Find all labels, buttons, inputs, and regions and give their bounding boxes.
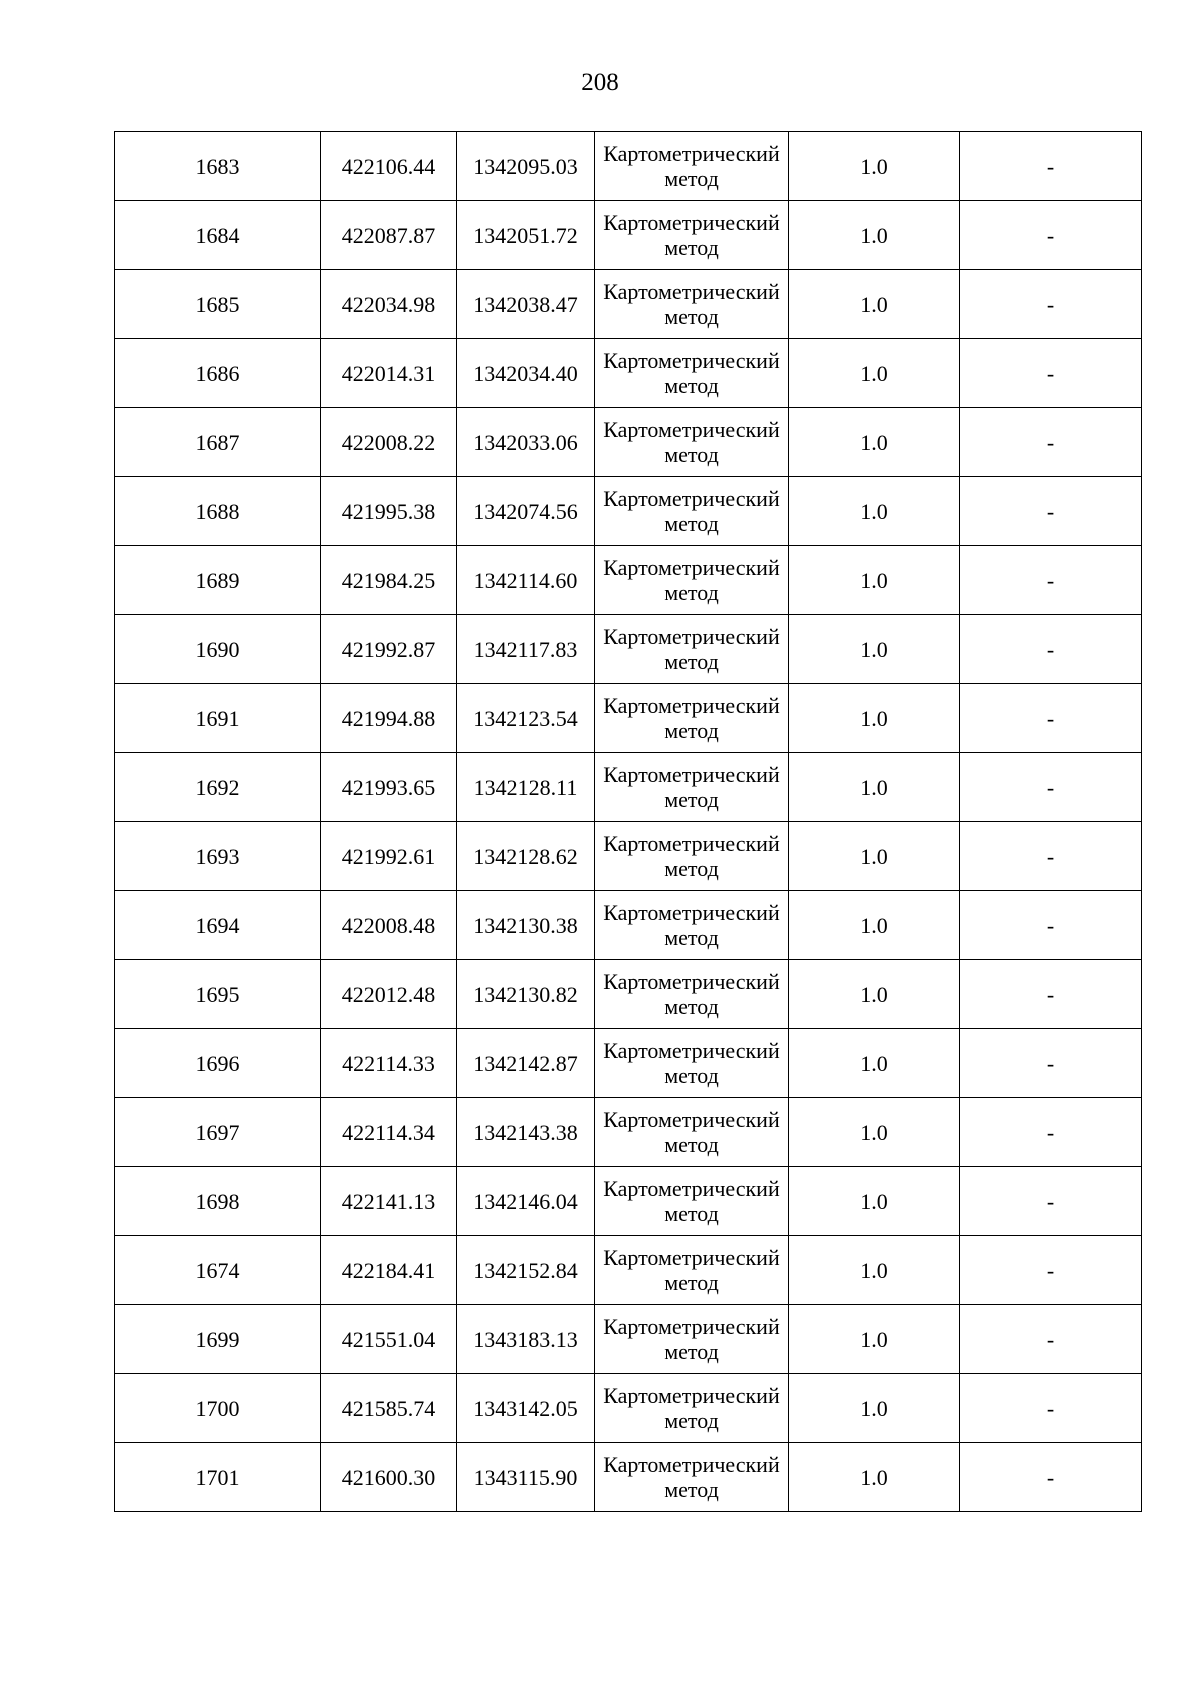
note-cell: - bbox=[960, 339, 1142, 408]
table-row bbox=[115, 132, 1142, 201]
table-row bbox=[115, 1236, 1142, 1305]
point-number-cell: 1692 bbox=[115, 753, 321, 822]
method-cell bbox=[595, 822, 789, 891]
y-coordinate-cell: 1342033.06 bbox=[457, 408, 595, 477]
x-coordinate-cell: 422087.87 bbox=[321, 201, 457, 270]
note-cell: - bbox=[960, 408, 1142, 477]
accuracy-cell: 1.0 bbox=[789, 546, 960, 615]
accuracy-cell: 1.0 bbox=[789, 408, 960, 477]
table-row bbox=[115, 1305, 1142, 1374]
point-number-cell: 1674 bbox=[115, 1236, 321, 1305]
method-line-1: Картометрический bbox=[603, 348, 780, 373]
table-row bbox=[115, 270, 1142, 339]
point-number-cell: 1700 bbox=[115, 1374, 321, 1443]
x-coordinate-cell: 421585.74 bbox=[321, 1374, 457, 1443]
point-number-cell: 1701 bbox=[115, 1443, 321, 1512]
method-cell bbox=[595, 339, 789, 408]
y-coordinate-cell: 1343115.90 bbox=[457, 1443, 595, 1512]
note-cell: - bbox=[960, 615, 1142, 684]
point-number-cell: 1689 bbox=[115, 546, 321, 615]
y-coordinate-cell: 1342117.83 bbox=[457, 615, 595, 684]
note-cell: - bbox=[960, 1374, 1142, 1443]
x-coordinate-cell: 422012.48 bbox=[321, 960, 457, 1029]
point-number-cell: 1686 bbox=[115, 339, 321, 408]
x-coordinate-cell: 421995.38 bbox=[321, 477, 457, 546]
table-row bbox=[115, 753, 1142, 822]
method-cell bbox=[595, 753, 789, 822]
accuracy-cell: 1.0 bbox=[789, 684, 960, 753]
method-line-1: Картометрический bbox=[603, 141, 780, 166]
point-number-cell: 1684 bbox=[115, 201, 321, 270]
x-coordinate-cell: 421600.30 bbox=[321, 1443, 457, 1512]
point-number-cell: 1697 bbox=[115, 1098, 321, 1167]
accuracy-cell: 1.0 bbox=[789, 132, 960, 201]
x-coordinate-cell: 422114.33 bbox=[321, 1029, 457, 1098]
point-number-cell: 1685 bbox=[115, 270, 321, 339]
method-line-2: метод bbox=[664, 649, 719, 674]
accuracy-cell: 1.0 bbox=[789, 753, 960, 822]
y-coordinate-cell: 1342146.04 bbox=[457, 1167, 595, 1236]
point-number-cell: 1687 bbox=[115, 408, 321, 477]
y-coordinate-cell: 1342051.72 bbox=[457, 201, 595, 270]
table-row bbox=[115, 408, 1142, 477]
method-cell bbox=[595, 1098, 789, 1167]
method-cell bbox=[595, 201, 789, 270]
note-cell: - bbox=[960, 684, 1142, 753]
x-coordinate-cell: 422014.31 bbox=[321, 339, 457, 408]
method-line-1: Картометрический bbox=[603, 1176, 780, 1201]
method-cell bbox=[595, 1374, 789, 1443]
method-line-2: метод bbox=[664, 304, 719, 329]
x-coordinate-cell: 422114.34 bbox=[321, 1098, 457, 1167]
x-coordinate-cell: 422008.22 bbox=[321, 408, 457, 477]
method-line-2: метод bbox=[664, 1201, 719, 1226]
accuracy-cell: 1.0 bbox=[789, 270, 960, 339]
note-cell: - bbox=[960, 960, 1142, 1029]
method-line-1: Картометрический bbox=[603, 900, 780, 925]
method-line-1: Картометрический bbox=[603, 624, 780, 649]
accuracy-cell: 1.0 bbox=[789, 1029, 960, 1098]
method-cell bbox=[595, 408, 789, 477]
method-line-1: Картометрический bbox=[603, 1038, 780, 1063]
accuracy-cell: 1.0 bbox=[789, 960, 960, 1029]
note-cell: - bbox=[960, 1443, 1142, 1512]
table-row bbox=[115, 1098, 1142, 1167]
method-cell bbox=[595, 546, 789, 615]
method-cell bbox=[595, 270, 789, 339]
note-cell: - bbox=[960, 1305, 1142, 1374]
method-line-2: метод bbox=[664, 373, 719, 398]
point-number-cell: 1688 bbox=[115, 477, 321, 546]
accuracy-cell: 1.0 bbox=[789, 891, 960, 960]
method-line-2: метод bbox=[664, 1270, 719, 1295]
note-cell: - bbox=[960, 1167, 1142, 1236]
method-line-1: Картометрический bbox=[603, 1383, 780, 1408]
accuracy-cell: 1.0 bbox=[789, 1098, 960, 1167]
method-cell bbox=[595, 684, 789, 753]
note-cell: - bbox=[960, 201, 1142, 270]
x-coordinate-cell: 421984.25 bbox=[321, 546, 457, 615]
y-coordinate-cell: 1342142.87 bbox=[457, 1029, 595, 1098]
method-line-2: метод bbox=[664, 166, 719, 191]
method-line-2: метод bbox=[664, 1477, 719, 1502]
y-coordinate-cell: 1342128.11 bbox=[457, 753, 595, 822]
table-row bbox=[115, 960, 1142, 1029]
accuracy-cell: 1.0 bbox=[789, 1236, 960, 1305]
method-line-1: Картометрический bbox=[603, 486, 780, 511]
note-cell: - bbox=[960, 1029, 1142, 1098]
y-coordinate-cell: 1342114.60 bbox=[457, 546, 595, 615]
method-line-1: Картометрический bbox=[603, 417, 780, 442]
x-coordinate-cell: 421992.61 bbox=[321, 822, 457, 891]
note-cell: - bbox=[960, 132, 1142, 201]
x-coordinate-cell: 421551.04 bbox=[321, 1305, 457, 1374]
y-coordinate-cell: 1342130.38 bbox=[457, 891, 595, 960]
x-coordinate-cell: 422141.13 bbox=[321, 1167, 457, 1236]
coordinates-table bbox=[114, 131, 1142, 1512]
table-row bbox=[115, 1167, 1142, 1236]
y-coordinate-cell: 1342128.62 bbox=[457, 822, 595, 891]
method-line-1: Картометрический bbox=[603, 1314, 780, 1339]
note-cell: - bbox=[960, 270, 1142, 339]
point-number-cell: 1693 bbox=[115, 822, 321, 891]
method-line-1: Картометрический bbox=[603, 693, 780, 718]
note-cell: - bbox=[960, 1236, 1142, 1305]
method-line-2: метод bbox=[664, 235, 719, 260]
method-cell bbox=[595, 1236, 789, 1305]
method-line-1: Картометрический bbox=[603, 279, 780, 304]
table-row bbox=[115, 684, 1142, 753]
table-row bbox=[115, 891, 1142, 960]
table-row bbox=[115, 1374, 1142, 1443]
table-row bbox=[115, 615, 1142, 684]
method-line-2: метод bbox=[664, 1132, 719, 1157]
method-line-2: метод bbox=[664, 1339, 719, 1364]
y-coordinate-cell: 1342123.54 bbox=[457, 684, 595, 753]
point-number-cell: 1690 bbox=[115, 615, 321, 684]
method-line-2: метод bbox=[664, 1063, 719, 1088]
method-line-2: метод bbox=[664, 856, 719, 881]
note-cell: - bbox=[960, 891, 1142, 960]
x-coordinate-cell: 422034.98 bbox=[321, 270, 457, 339]
y-coordinate-cell: 1343142.05 bbox=[457, 1374, 595, 1443]
method-line-2: метод bbox=[664, 925, 719, 950]
y-coordinate-cell: 1342074.56 bbox=[457, 477, 595, 546]
method-cell bbox=[595, 477, 789, 546]
method-line-1: Картометрический bbox=[603, 762, 780, 787]
method-cell bbox=[595, 132, 789, 201]
page-number: 208 bbox=[581, 69, 619, 96]
accuracy-cell: 1.0 bbox=[789, 1374, 960, 1443]
coordinates-table-body bbox=[115, 132, 1142, 1512]
table-row bbox=[115, 1029, 1142, 1098]
note-cell: - bbox=[960, 477, 1142, 546]
x-coordinate-cell: 421992.87 bbox=[321, 615, 457, 684]
method-line-1: Картометрический bbox=[603, 1245, 780, 1270]
accuracy-cell: 1.0 bbox=[789, 1167, 960, 1236]
note-cell: - bbox=[960, 753, 1142, 822]
accuracy-cell: 1.0 bbox=[789, 615, 960, 684]
x-coordinate-cell: 422184.41 bbox=[321, 1236, 457, 1305]
x-coordinate-cell: 422008.48 bbox=[321, 891, 457, 960]
point-number-cell: 1694 bbox=[115, 891, 321, 960]
x-coordinate-cell: 421993.65 bbox=[321, 753, 457, 822]
method-cell bbox=[595, 960, 789, 1029]
y-coordinate-cell: 1342152.84 bbox=[457, 1236, 595, 1305]
note-cell: - bbox=[960, 546, 1142, 615]
point-number-cell: 1696 bbox=[115, 1029, 321, 1098]
method-line-2: метод bbox=[664, 580, 719, 605]
accuracy-cell: 1.0 bbox=[789, 477, 960, 546]
y-coordinate-cell: 1342130.82 bbox=[457, 960, 595, 1029]
note-cell: - bbox=[960, 1098, 1142, 1167]
accuracy-cell: 1.0 bbox=[789, 339, 960, 408]
method-line-2: метод bbox=[664, 994, 719, 1019]
y-coordinate-cell: 1342095.03 bbox=[457, 132, 595, 201]
method-cell bbox=[595, 891, 789, 960]
method-cell bbox=[595, 1029, 789, 1098]
table-row bbox=[115, 201, 1142, 270]
table-row bbox=[115, 822, 1142, 891]
method-cell bbox=[595, 1167, 789, 1236]
y-coordinate-cell: 1343183.13 bbox=[457, 1305, 595, 1374]
point-number-cell: 1683 bbox=[115, 132, 321, 201]
x-coordinate-cell: 421994.88 bbox=[321, 684, 457, 753]
y-coordinate-cell: 1342038.47 bbox=[457, 270, 595, 339]
y-coordinate-cell: 1342143.38 bbox=[457, 1098, 595, 1167]
method-line-1: Картометрический bbox=[603, 555, 780, 580]
method-line-1: Картометрический bbox=[603, 831, 780, 856]
method-line-1: Картометрический bbox=[603, 1107, 780, 1132]
y-coordinate-cell: 1342034.40 bbox=[457, 339, 595, 408]
accuracy-cell: 1.0 bbox=[789, 1443, 960, 1512]
point-number-cell: 1691 bbox=[115, 684, 321, 753]
point-number-cell: 1698 bbox=[115, 1167, 321, 1236]
method-line-1: Картометрический bbox=[603, 969, 780, 994]
method-line-2: метод bbox=[664, 511, 719, 536]
x-coordinate-cell: 422106.44 bbox=[321, 132, 457, 201]
method-cell bbox=[595, 615, 789, 684]
method-line-2: метод bbox=[664, 718, 719, 743]
table-row bbox=[115, 546, 1142, 615]
note-cell: - bbox=[960, 822, 1142, 891]
method-line-1: Картометрический bbox=[603, 210, 780, 235]
method-cell bbox=[595, 1443, 789, 1512]
point-number-cell: 1695 bbox=[115, 960, 321, 1029]
table-row bbox=[115, 1443, 1142, 1512]
method-line-2: метод bbox=[664, 1408, 719, 1433]
method-line-2: метод bbox=[664, 787, 719, 812]
accuracy-cell: 1.0 bbox=[789, 822, 960, 891]
method-line-1: Картометрический bbox=[603, 1452, 780, 1477]
table-row bbox=[115, 339, 1142, 408]
table-row bbox=[115, 477, 1142, 546]
accuracy-cell: 1.0 bbox=[789, 1305, 960, 1374]
method-line-2: метод bbox=[664, 442, 719, 467]
point-number-cell: 1699 bbox=[115, 1305, 321, 1374]
method-cell bbox=[595, 1305, 789, 1374]
accuracy-cell: 1.0 bbox=[789, 201, 960, 270]
